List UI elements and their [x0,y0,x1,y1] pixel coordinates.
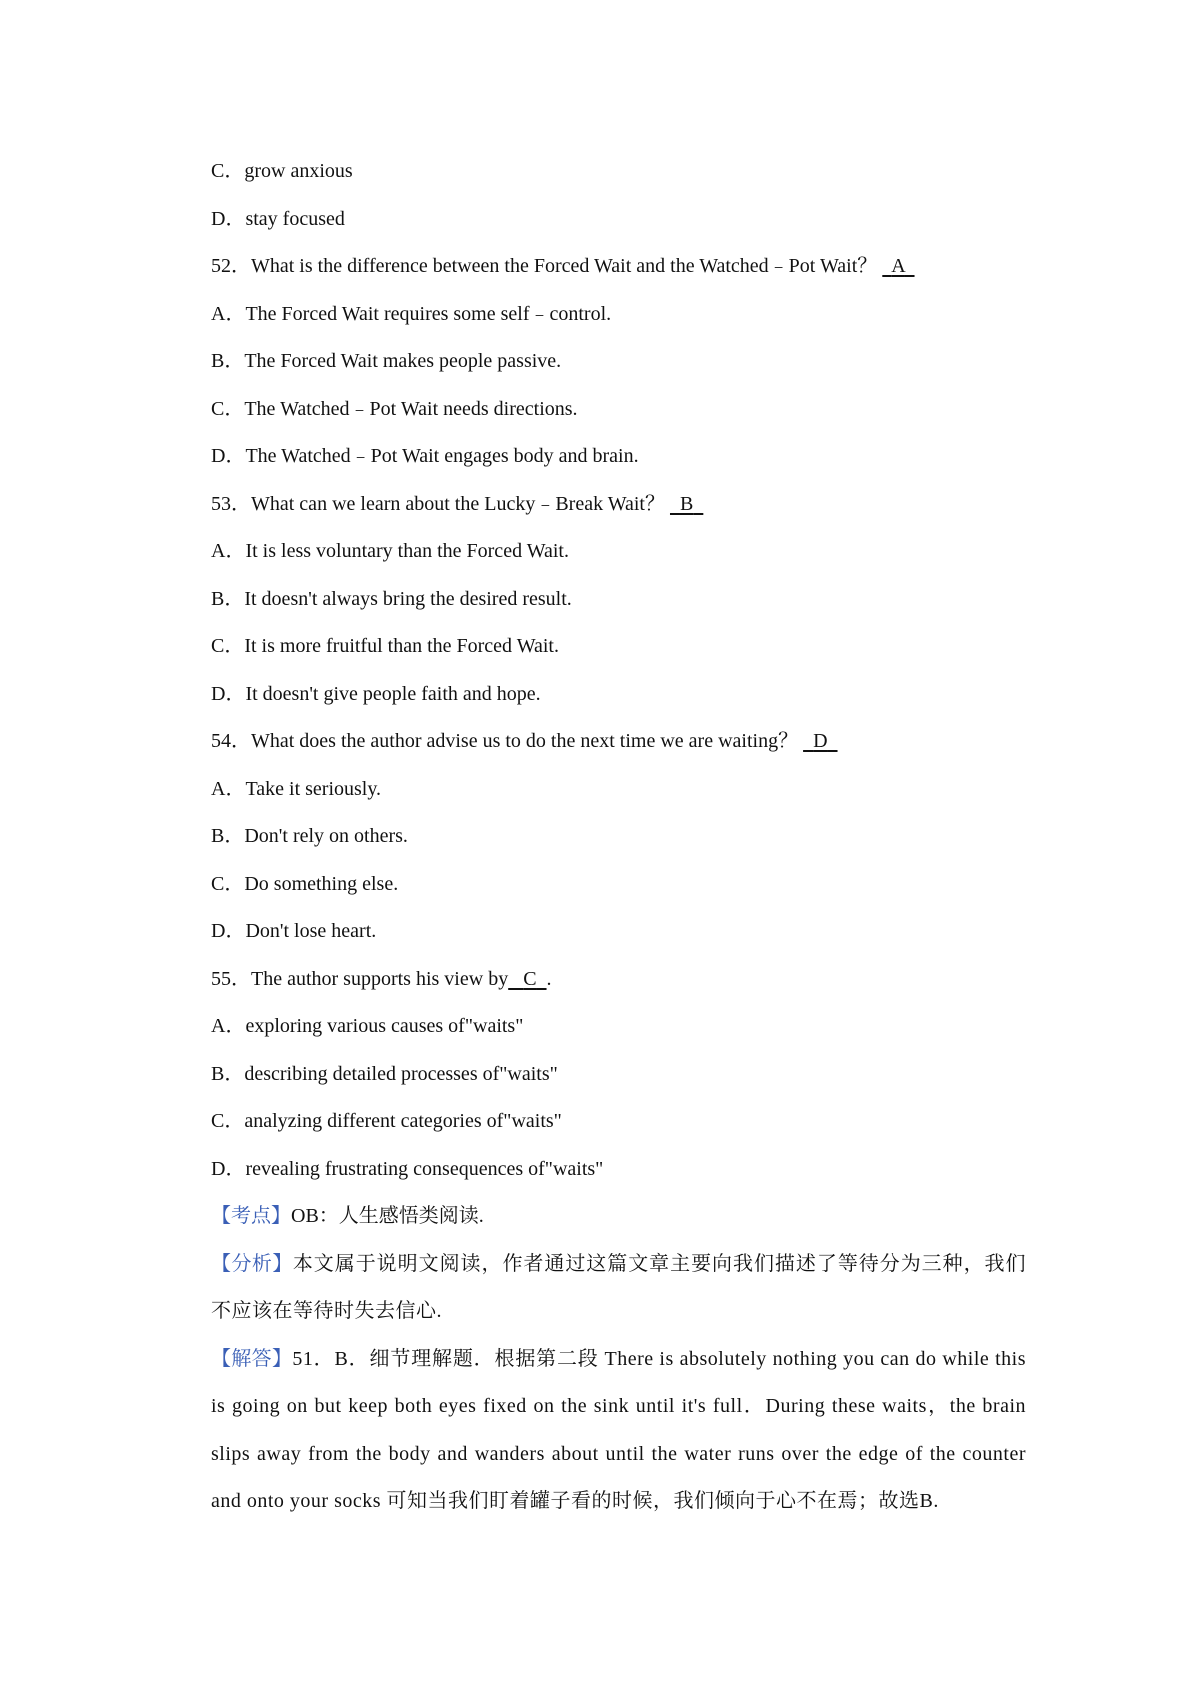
option-letter: A． [211,1015,246,1037]
option-text: stay focused [245,207,345,230]
question-stem: 54．What does the author advise us to do the next time we are waiting？ [211,730,799,752]
option-52-d [211,433,1026,481]
option-letter: D． [211,1157,246,1180]
question-stem: 52．What is the difference between the Forced Wait and the Watched﹣Pot Wait？ [211,255,878,277]
question-55-stem [211,956,1026,1004]
option-55-b [211,1051,1026,1099]
option-54-a [211,766,1026,814]
document-page [211,148,1026,1526]
option-52-b [211,338,1026,386]
option-letter: A． [211,777,246,800]
option-52-a [211,291,1026,339]
option-text: Don't lose heart. [245,920,377,942]
option-letter: B． [211,350,245,372]
option-53-c [211,623,1026,671]
option-text: Don't rely on others. [244,825,408,847]
option-text: The Watched﹣Pot Wait needs directions. [244,397,578,420]
option-letter: C． [211,1110,245,1132]
section-tag: 【解答】 [211,1347,293,1370]
option-letter: A． [211,540,246,562]
option-text: describing detailed processes of"waits" [244,1062,558,1085]
answer-blank [882,243,914,291]
answer-blank [803,718,837,766]
section-tag: 【考点】 [211,1205,291,1227]
option-text: The Forced Wait requires some self﹣control. [245,302,612,325]
fenxi-section [211,1241,1026,1336]
option-52-c [211,386,1026,434]
option-54-b [211,813,1026,861]
option-53-b [211,576,1026,624]
option-letter: A． [211,302,246,325]
question-stem: 55．The author supports his view by [211,967,509,990]
option-letter: D． [211,207,246,230]
option-55-c [211,1098,1026,1146]
fenxi-text: 本文属于说明文阅读，作者通过这篇文章主要向我们描述了等待分为三种，我们不应该在等待时失去信心. [211,1252,1027,1322]
option-letter: C． [211,397,245,420]
option-text: It doesn't always bring the desired result. [244,587,572,610]
kaodian-section [211,1193,1026,1241]
option-letter: C． [211,872,245,895]
option-text: grow anxious [244,160,353,182]
answer-letter: B [679,492,694,515]
option-text: analyzing different categories of"waits" [244,1110,562,1132]
option-letter: B． [211,825,245,847]
option-53-d [211,671,1026,719]
question-stem: 53．What can we learn about the Lucky﹣Break Wait？ [211,492,665,515]
option-51-d [211,196,1026,244]
question-53-stem [211,481,1026,529]
answer-blank [508,956,546,1004]
option-letter: B． [211,1062,245,1085]
jieda-text: 51．B．细节理解题．根据第二段 There is absolutely nothing you can do while this is going on but keep both eyes fixed on the sink until it's full．During these waits，the brain slips away from the body and wanders about until the water runs over the edge of the counter and onto your socks 可知当我们盯着罐子看的时候，我们倾向于心不在焉；故选B. [211,1347,1026,1512]
option-text: It is more fruitful than the Forced Wait. [244,635,559,657]
answer-blank [670,481,703,529]
stem-end: . [546,967,552,990]
jieda-section [211,1336,1026,1526]
question-52-stem [211,243,1026,291]
option-53-a [211,528,1026,576]
option-51-c [211,148,1026,196]
option-letter: C． [211,160,245,182]
section-tag: 【分析】 [211,1252,293,1275]
option-text: Take it seriously. [245,777,382,800]
answer-letter: C [523,967,537,990]
option-letter: D． [211,445,246,467]
option-letter: C． [211,635,245,657]
option-letter: D． [211,682,246,705]
option-55-a [211,1003,1026,1051]
answer-letter: D [813,730,828,752]
option-letter: D． [211,920,246,942]
option-54-c [211,861,1026,909]
option-55-d [211,1146,1026,1194]
option-text: revealing frustrating consequences of"waits" [245,1157,604,1180]
answer-letter: A [891,255,905,277]
question-54-stem [211,718,1026,766]
option-text: It is less voluntary than the Forced Wait. [245,540,569,562]
option-text: Do something else. [244,872,399,895]
option-text: The Watched﹣Pot Wait engages body and brain. [245,445,639,467]
option-54-d [211,908,1026,956]
option-letter: B． [211,587,245,610]
option-text: It doesn't give people faith and hope. [245,682,541,705]
option-text: The Forced Wait makes people passive. [244,350,562,372]
kaodian-text: OB：人生感悟类阅读. [291,1205,484,1227]
option-text: exploring various causes of"waits" [245,1015,524,1037]
